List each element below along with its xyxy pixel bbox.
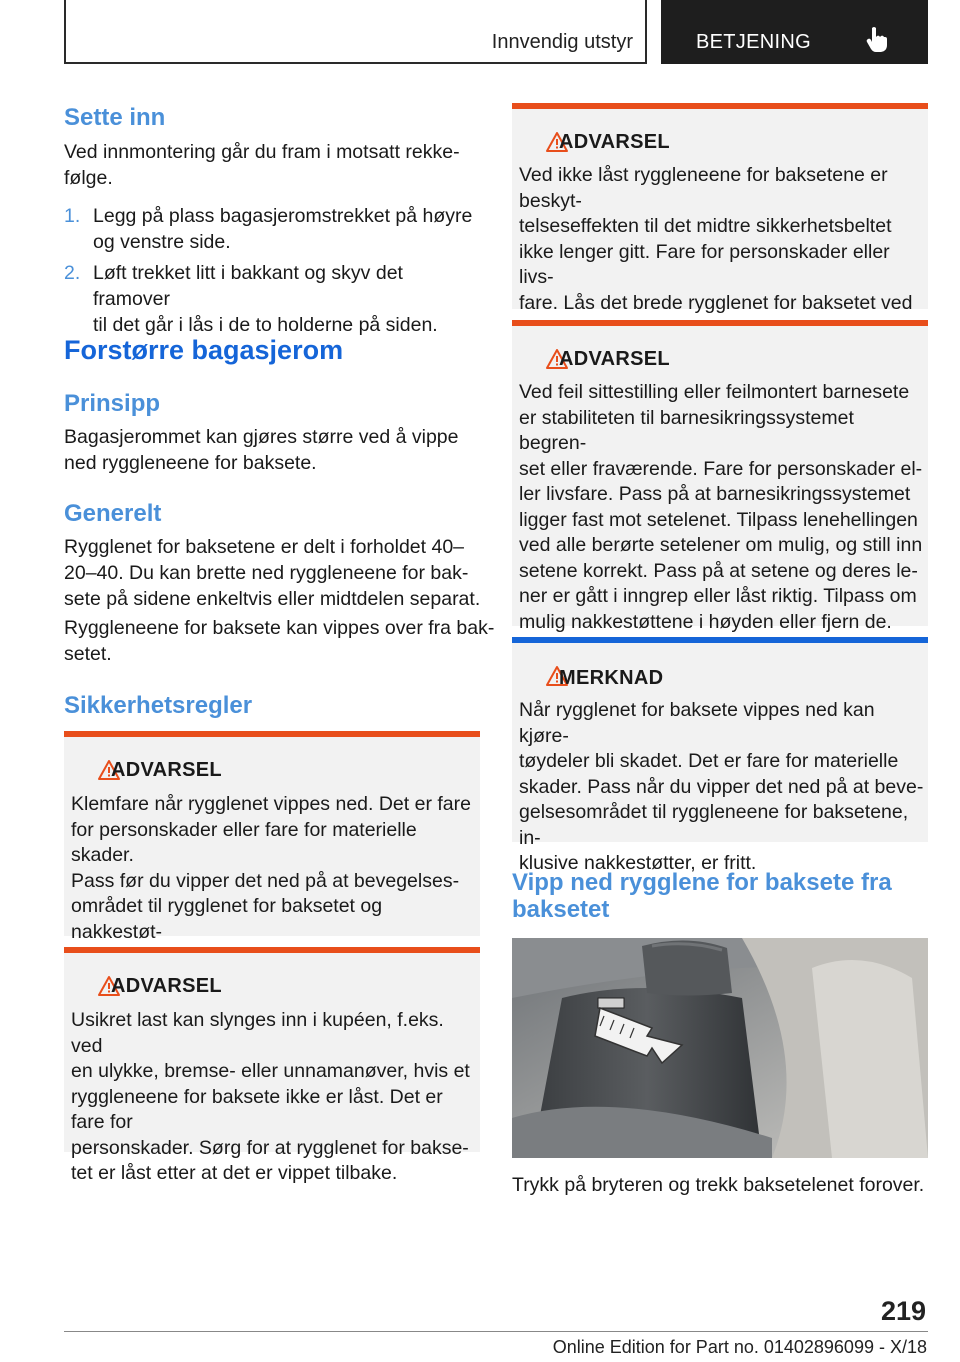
section-tab	[64, 0, 647, 64]
warning-title: ADVARSEL	[111, 975, 222, 997]
warning-text: Klemfare når rygglenet vippes ned. Det er fare for personskader eller fare for materielle skader. Pass før du vipper det ned på at bevegelses- området til rygglenet for baksetet og nakkestøt-	[71, 793, 471, 943]
warning-box	[512, 320, 928, 633]
prinsipp-text: Bagasjerommet kan gjøres større ved å vippe ned ryggleneene for baksete.	[64, 426, 459, 474]
generelt-heading: Generelt	[64, 500, 162, 527]
section-title: Innvendig utstyr	[491, 31, 633, 53]
warning-box	[64, 947, 480, 1184]
page-header	[64, 0, 928, 64]
sette-inn-heading: Sette inn	[64, 104, 166, 131]
warning-box	[512, 103, 928, 314]
note-box	[512, 637, 928, 874]
rear-seat-photo	[512, 938, 928, 1158]
sikkerhet-heading: Sikkerhetsregler	[64, 692, 253, 719]
note-title: MERKNAD	[559, 667, 664, 689]
warning-bar	[64, 947, 480, 953]
page-number: 219	[880, 1296, 926, 1326]
hand-pointer-icon	[866, 26, 888, 52]
warning-box	[64, 731, 480, 943]
note-text: Når rygglenet for baksete vippes ned kan kjøre- tøydeler bli skadet. Det er fare for materielle skader. Pass når du vipper det ned på at beve- gelsesområdet til ryggleneene for baksetene, in- klusive nakkestøtter, er fritt.	[519, 699, 924, 874]
warning-text: Ved feil sittestilling eller feilmontert barnesete er stabiliteten til barnesikringssystemet begren- set eller fraværende. Fare for personskader el- ler livsfare. Pass på at barnesikringssystemet ligger fast mot setelenet. Tilpass lenehellingen ved alle berørte setelener om mulig, og still inn setene korrekt. Pass på at setene og deres le- ner er gått i inngrep eller låst riktig. Tilpass om mulig nakkestøttene i høyden eller fjern de.	[519, 381, 923, 633]
list-item	[64, 203, 484, 255]
chapter-tab	[661, 0, 928, 64]
list-text: Legg på plass bagasjeromstrekket på høyre og venstre side.	[93, 205, 473, 253]
generelt-text: Rygglenet for baksetene er delt i forholdet 40– 20–40. Du kan brette ned ryggleneene for bak- sete på sidene enkeltvis eller midtdelen separat.	[64, 536, 481, 610]
chapter-title: BETJENING	[696, 31, 811, 53]
edition-text: Online Edition for Part no. 01402896099 - X/18	[552, 1337, 927, 1357]
list-number: 1.	[64, 205, 81, 227]
main-heading: Forstørre bagasjerom	[64, 335, 344, 365]
sette-inn-intro: Ved innmontering går du fram i motsatt rekke- følge.	[64, 141, 460, 189]
warning-bar	[64, 731, 480, 737]
warning-text: Ved ikke låst ryggleneene for baksetene er beskyt- telseseffekten til det midtre sikkerhetsbeltet ikke lenger gitt. Fare for personskader eller livs- fare. Lås det brede rygglenet for baksetet ved	[519, 164, 913, 314]
warning-bar	[512, 103, 928, 109]
photo-caption: Trykk på bryteren og trekk baksetelenet forover.	[512, 1174, 925, 1196]
warning-title: ADVARSEL	[111, 759, 222, 781]
warning-title: ADVARSEL	[559, 348, 670, 370]
list-text: Løft trekket litt i bakkant og skyv det framover til det går i lås i de to holderne på siden.	[93, 262, 438, 336]
generelt-text-2: Ryggleneene for baksete kan vippes over fra bak- setet.	[64, 617, 495, 665]
rear-seat-illustration	[512, 938, 928, 1158]
vipp-heading: Vipp ned rygglene for baksete fra baksetet	[512, 869, 892, 923]
warning-bar	[512, 320, 928, 326]
warning-text: Usikret last kan slynges inn i kupéen, f.eks. ved en ulykke, bremse- eller unnamanøver, hvis et ryggleneene for baksete ikke er låst. Det er fare for personskader. Sørg for at rygglenet for bakse- tet er låst etter at det er vippet tilbake.	[71, 1009, 470, 1184]
list-item	[64, 260, 484, 336]
list-number: 2.	[64, 262, 81, 284]
prinsipp-heading: Prinsipp	[64, 390, 161, 417]
footer-divider	[64, 1331, 928, 1332]
warning-title: ADVARSEL	[559, 131, 670, 153]
note-bar	[512, 637, 928, 643]
